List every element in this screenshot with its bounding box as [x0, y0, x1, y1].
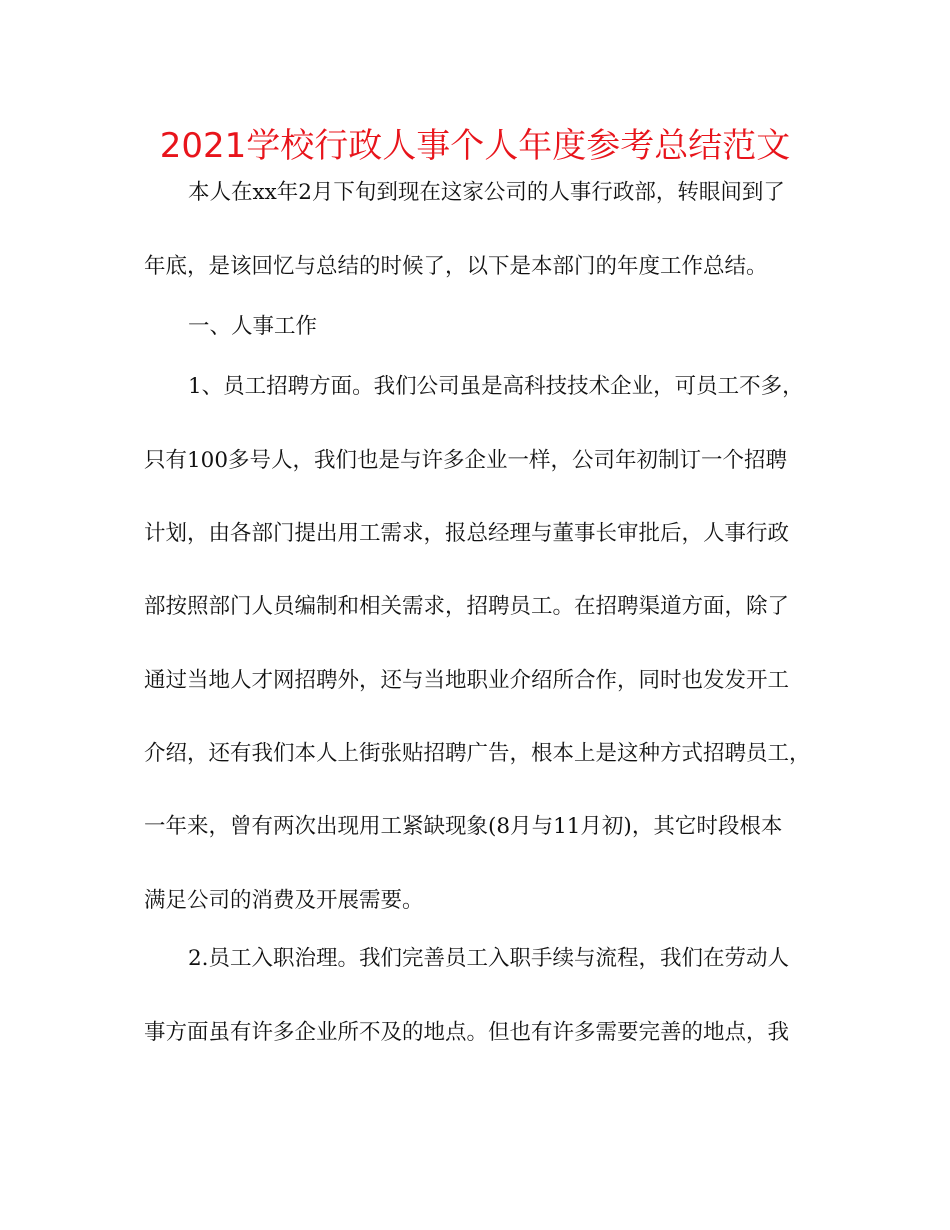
document-title: 2021学校行政人事个人年度参考总结范文 — [159, 126, 791, 166]
paragraph-line: 满足公司的消费及开展需要。 — [144, 888, 424, 913]
paragraph-line: 1、员工招聘方面。我们公司虽是高科技技术企业，可员工不多， — [188, 374, 804, 399]
paragraph-line: 通过当地人才网招聘外，还与当地职业介绍所合作，同时也发发开工 — [144, 668, 790, 693]
paragraph-line: 一年来，曾有两次出现用工紧缺现象(8月与11月初)，其它时段根本 — [144, 814, 783, 839]
paragraph-line: 本人在xx年2月下旬到现在这家公司的人事行政部，转眼间到了 — [188, 180, 785, 205]
paragraph-line: 事方面虽有许多企业所不及的地点。但也有许多需要完善的地点，我 — [144, 1020, 790, 1045]
paragraph-line: 部按照部门人员编制和相关需求，招聘员工。在招聘渠道方面，除了 — [144, 594, 790, 619]
paragraph-line: 介绍，还有我们本人上街张贴招聘广告，根本上是这种方式招聘员工， — [144, 741, 811, 766]
paragraph-line: 2.员工入职治理。我们完善员工入职手续与流程，我们在劳动人 — [188, 946, 790, 971]
paragraph-line: 只有100多号人，我们也是与许多企业一样，公司年初制订一个招聘 — [144, 448, 788, 473]
paragraph-line: 年底，是该回忆与总结的时候了，以下是本部门的年度工作总结。 — [144, 254, 768, 279]
paragraph-line: 计划，由各部门提出用工需求，报总经理与董事长审批后，人事行政 — [144, 521, 790, 546]
section-heading: 一、人事工作 — [188, 314, 318, 339]
